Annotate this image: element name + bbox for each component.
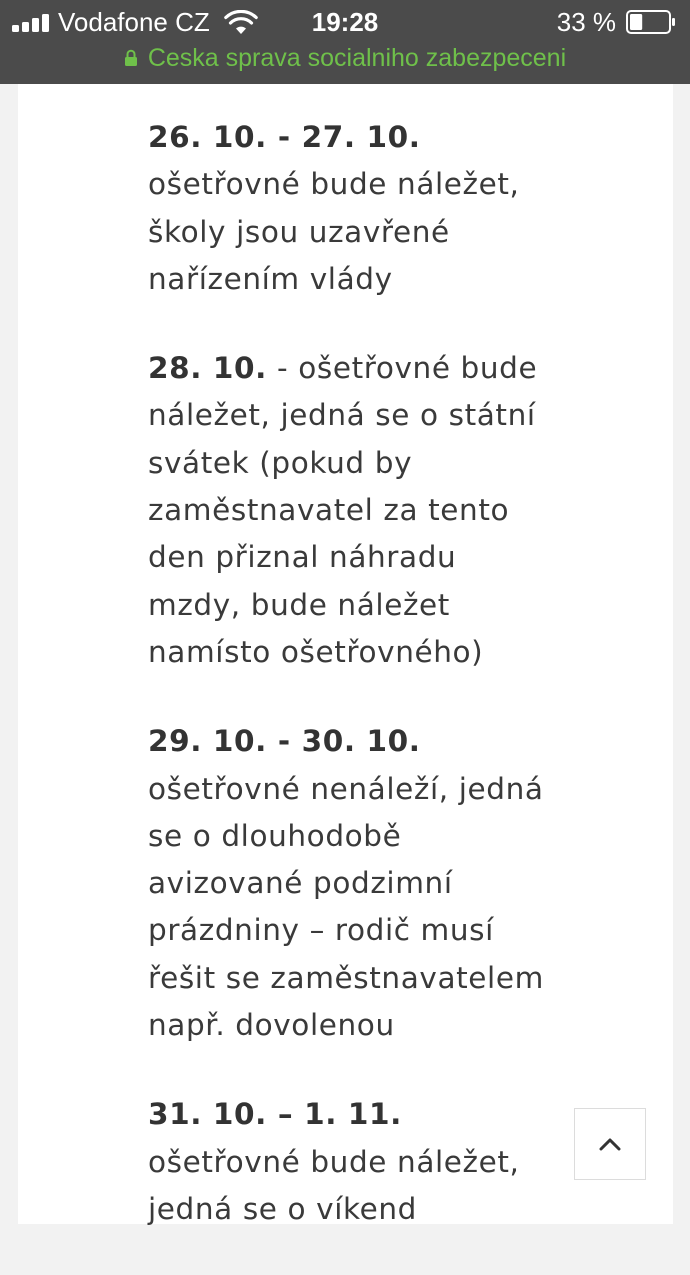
paragraph <box>148 1091 548 1233</box>
paragraph <box>148 114 548 303</box>
date-range: 29. 10. - 30. 10. <box>148 724 421 759</box>
article-content <box>148 114 548 1275</box>
paragraph-text: ošetřovné bude náležet, jedná se o víkend <box>148 1144 520 1226</box>
page-background <box>0 84 690 1224</box>
carrier-name: Vodafone CZ <box>58 7 210 37</box>
paragraph-text: ošetřovné nenáleží, jedná se o dlouhodobě avizované podzimní prázdniny – rodič musí řešit se zaměstnavatelem např. dovolenou <box>148 771 544 1043</box>
battery-icon <box>626 10 676 34</box>
chevron-up-icon <box>599 1137 621 1151</box>
date-range: 28. 10. <box>148 351 267 386</box>
lock-icon <box>124 49 138 67</box>
date-range: 31. 10. – 1. 11. <box>148 1097 402 1132</box>
article-card <box>18 84 673 1224</box>
date-range: 26. 10. - 27. 10. <box>148 120 421 154</box>
url-bar[interactable] <box>0 42 690 74</box>
paragraph-text: ošetřovné bude náležet, školy jsou uzavřené nařízením vlády <box>148 167 520 296</box>
clock-time: 19:28 <box>311 7 379 37</box>
scroll-to-top-button[interactable] <box>574 1108 646 1180</box>
site-name: Ceska sprava socialniho zabezpeceni <box>147 44 567 72</box>
paragraph <box>148 718 548 1049</box>
battery-percentage: 33 % <box>556 7 616 37</box>
paragraph-text: - ošetřovné bude náležet, jedná se o státní svátek (pokud by zaměstnavatel za tento den přiznal náhradu mzdy, bude náležet namísto ošetřovného) <box>148 351 538 669</box>
paragraph <box>148 345 548 676</box>
browser-chrome <box>0 0 690 84</box>
status-bar <box>0 0 690 44</box>
